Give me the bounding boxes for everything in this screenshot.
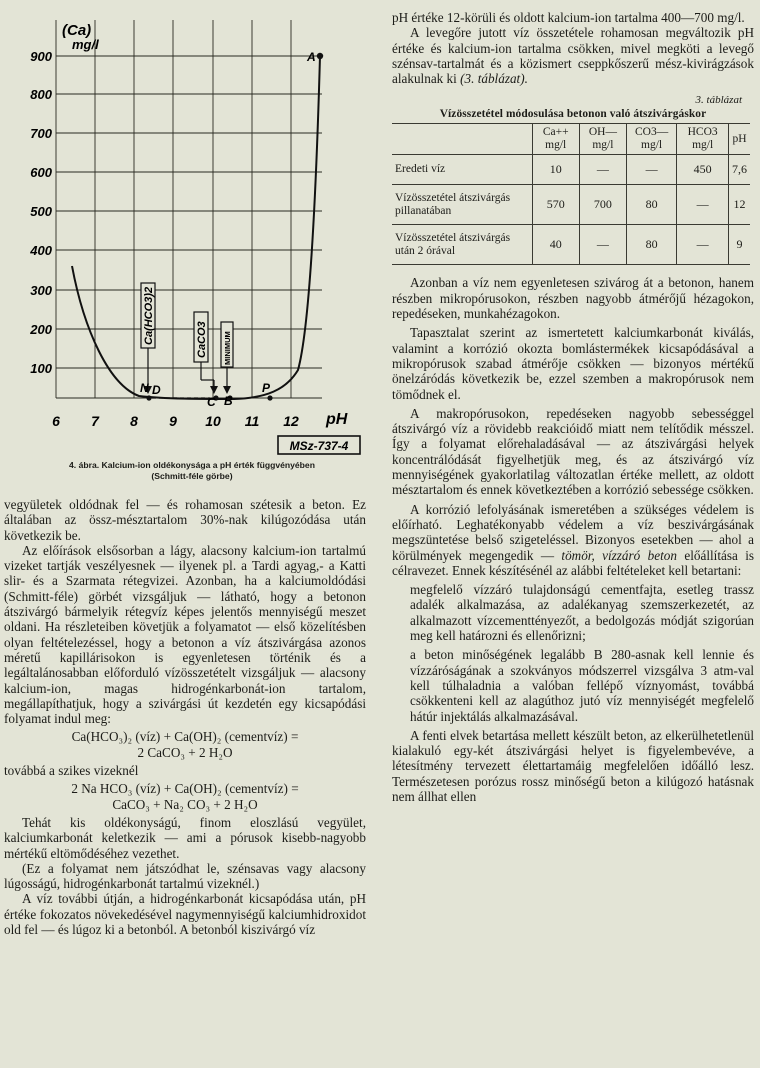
table-header-co3: CO3— mg/l: [626, 124, 676, 155]
label-caco3: CaCO3: [196, 321, 208, 358]
equation-1-line2: 2 CaCO₃ + 2 H₂O: [137, 744, 233, 760]
y-tick-600: 600: [30, 165, 52, 180]
table-cell: 10: [532, 155, 579, 185]
point-a-marker: [317, 53, 323, 59]
table-row-label: Vízösszetétel átszivárgás után 2 órával: [392, 225, 532, 265]
table-cell: 700: [579, 185, 626, 225]
point-label-b: B: [224, 394, 233, 408]
table-cell: 40: [532, 225, 579, 265]
table-cell: 7,6: [728, 155, 750, 185]
table-cell: —: [579, 225, 626, 265]
x-tick-12: 12: [283, 413, 299, 429]
table-title: Vízösszetétel módosulása betonon való átszivárgáskor: [439, 108, 707, 121]
right-paragraph-6-text: A korrózió lefolyásának ismeretében a szükséges védelem is előírható. Leghatékonyabb védelem a víz beszivárgásának megszüntetése belső szigeteléssel. Bizonyos esetekben — ahol a körülmények megengedik —: [392, 501, 754, 563]
point-label-a: A: [307, 50, 316, 64]
figure-svg: [4, 0, 366, 455]
point-label-n: N: [140, 381, 149, 395]
y-tick-labels: [29, 49, 52, 376]
x-tick-6: 6: [52, 413, 60, 429]
left-paragraph-3: továbbá a szikes vizeknél: [4, 763, 139, 779]
table-row-label: Vízösszetétel átszivárgás pillanatában: [392, 185, 532, 225]
x-tick-labels: [52, 413, 299, 429]
y-unit-ca: (Ca): [62, 22, 92, 39]
y-unit-mgl: mg/l: [72, 37, 99, 52]
right-paragraph-4: Tapasztalat szerint az ismertetett kalciumkarbonát kiválás, valamint a korrózió okozta bomlástermékek kicsapódásával a mikropórusok szabad átmérője csökken — bizonyos mértékű önelzáródás következik be, ezzel szemben a makropórusok nem tömődnek el.: [392, 325, 754, 402]
y-tick-400: 400: [30, 243, 52, 258]
left-paragraph-2: Az előírások elsősorban a lágy, alacsony kalcium-ion tartalmú vizeket tartják veszélyesnek — ilyenek pl. a Tardi agyag,- a Katti slir- és a Szarmata rétegvizei. Azonban, ha a kalciumoldódási (Schmitt-féle) görbét vizsgáljuk — látható, hogy a betonon átszivárgó bármelyik rétegvíz képes jelentős mennyiségű meszet oldani. Ha részleteiben követjük a folyamatot — első közelítésben olyan feltételezéssel, hogy a betonon a víz átszivárgása azonos méretű kapillárisokon is egyenletesen történik és a legáltalánosabban előforduló vízösszetételt vizsgáljuk — alacsony kalcium-ion, magas hidrogénkarbonát-ion tartalom, megállapíthatjuk, hogy a szivárgási út kezdetén egy kicsapódási folyamat indul meg:: [4, 542, 366, 727]
right-paragraph-3: Azonban a víz nem egyenletesen szivárog át a betonon, hanem részben mikropórusokon, részben nagyobb átmérőjű hézagokon, repedéseken, munkahézagokon.: [392, 275, 754, 322]
table-cell: 570: [532, 185, 579, 225]
point-label-d: D: [152, 383, 161, 397]
equation-1-line1: Ca(HCO₃)₂ (víz) + Ca(OH)₂ (cementvíz) =: [71, 729, 299, 745]
point-label-c: C: [207, 395, 216, 409]
table-header-row: [392, 124, 750, 155]
x-tick-10: 10: [205, 413, 221, 429]
y-tick-800: 800: [30, 87, 52, 102]
requirement-item-2: a beton minőségének legalább B 280-asnak kell lennie és vízzáróságának a szokványos módszerrel vizsgálva 3 atm-val kell túlhaladnia a valóban fellépő víznyomást, továbbá csökkenteni kell az alagúthoz jutó víz mennyiségét megfelelő hátúr injektálás alkalmazásával.: [410, 647, 754, 724]
x-tick-7: 7: [91, 413, 99, 429]
y-tick-900: 900: [30, 49, 52, 64]
left-column: [4, 0, 366, 938]
table-cell: 80: [626, 225, 676, 265]
caption-line2: (Schmitt-féle görbe): [151, 471, 233, 481]
right-paragraph-1: pH értéke 12-körüli és oldott kalcium-ion tartalma 400—700 mg/l.: [392, 10, 745, 25]
y-tick-700: 700: [30, 126, 52, 141]
table-cell: 12: [728, 185, 750, 225]
right-paragraph-6-end: előállítása is célravezet. Ennek készítésénél az alábbi feltételeket kell betartani:: [392, 547, 755, 578]
table-header-oh: OH— mg/l: [579, 124, 626, 155]
left-body-text: [4, 497, 366, 937]
point-p-marker: [267, 395, 272, 400]
requirement-item-1: megfelelő vízzáró tulajdonságú cementfajta, esetleg trassz adalék alkalmazása, az adalékanyag szemszerkezetét, az alkalmazott vízcementtényezőt, a bedolgozás módját szigorúan meg kell határozni és ellenőrizni;: [410, 582, 754, 644]
emphasis-tomor-beton: tömör, vízzáró beton: [561, 547, 677, 563]
table-cell: —: [579, 155, 626, 185]
equation-2-line1: 2 Na HCO₃ (víz) + Ca(OH)₂ (cementvíz) =: [71, 781, 299, 797]
right-paragraph-5: A makropórusokon, repedéseken nagyobb sebességgel átszivárgó víz a rövidebb reakcióidő miatt nem telítődik mésszel. Így a folyamat előrehaladásával — az átszivárgási helyek koncentrálódását figyelhetjük meg, és az átszivárgó víz mennyiségének gyakorlatilag változatlan értéke mellett, az oldott mésztartalom és ennek következtében a korrózió sebessége csökken.: [392, 405, 754, 498]
x-axis-label: pH: [326, 411, 348, 428]
right-paragraph-2-text: A levegőre jutott víz összetétele rohamosan megváltozik pH értéke és kalcium-ion tartalma csökken, mivel megköti a levegő szénsav-tartalmát és a közismert cseppkőszerű mész-kivirágzások alakulnak ki: [392, 25, 754, 87]
table-row-label: Eredeti víz: [392, 155, 532, 185]
table-row: [392, 155, 750, 185]
y-tick-500: 500: [30, 204, 52, 219]
left-paragraph-6: A víz további útján, a hidrogénkarbonát kicsapódása után, pH értéke fokozatos növekedésével nagymennyiségű kalciumhidroxidot old fel — és lúgoz ki a betonból. A betonból kiszivárgó víz: [4, 891, 366, 938]
label-minimum: MINIMUM: [223, 331, 232, 365]
y-tick-200: 200: [30, 322, 52, 337]
table-cell: 450: [677, 155, 729, 185]
table-header-ph: pH: [728, 124, 750, 155]
left-paragraph-5: (Ez a folyamat nem játszódhat le, szénsavas vagy alacsony lúgosságú, hidrogénkarbonát tartalmú vizeknél.): [4, 860, 366, 892]
table-number: 3. táblázat: [695, 94, 742, 107]
right-paragraph-7: A fenti elvek betartása mellett készült beton, az elkerülhetetlenül kialakuló egy-két átszivárgási helyet is figyelembevéve, a létesítmény tervezett élettartamáig megfelelően időálló lesz. Természetesen porózus rossz minőségű beton a kilúgozó hatásnak nem állhat ellen: [392, 727, 754, 804]
x-tick-11: 11: [244, 413, 260, 429]
table-header-empty: [392, 124, 532, 155]
equation-2: [4, 781, 366, 812]
label-cahco3: Ca(HCO3)2: [143, 286, 155, 345]
right-column: [392, 10, 754, 804]
caption-line1: 4. ábra. Kalcium-ion oldékonysága a pH érték függvényében: [69, 460, 315, 470]
x-tick-8: 8: [130, 413, 138, 429]
stamp-label: MSz-737-4: [289, 439, 349, 453]
table-row: [392, 225, 750, 265]
right-paragraph-6: [392, 502, 754, 578]
table-cell: 9: [728, 225, 750, 265]
table-row: [392, 185, 750, 225]
table-cell: —: [677, 185, 729, 225]
left-paragraph-4: Tehát kis oldékonyságú, finom eloszlású vegyület, kalciumkarbonát keletkezik — ami a pórusok kisebb-nagyobb mértékű eltömődéséhez vezethet.: [4, 814, 366, 861]
y-tick-300: 300: [30, 283, 52, 298]
composition-table: [392, 123, 750, 265]
table-cell: 80: [626, 185, 676, 225]
schmitt-curve-figure: [4, 0, 366, 455]
point-label-p: P: [262, 381, 271, 395]
x-tick-9: 9: [169, 413, 177, 429]
figure-caption: [32, 460, 352, 482]
left-paragraph-1: vegyületek oldódnak fel — és rohamosan szétesik a beton. Ez általában az össz-mésztartalom 30%-nak kilúgozódása után következik be.: [4, 497, 366, 543]
equation-2-line2: CaCO₃ + Na₂ CO₃ + 2 H₂O: [112, 796, 258, 812]
table-header-hco3: HCO3 mg/l: [677, 124, 729, 155]
table-cell: —: [626, 155, 676, 185]
point-d-marker: [146, 395, 151, 400]
figure-gridlines: [56, 20, 322, 398]
table-header-ca: Ca++ mg/l: [532, 124, 579, 155]
equation-1: [4, 729, 366, 760]
table-reference: (3. táblázat).: [460, 71, 528, 87]
right-paragraph-2: [392, 25, 754, 86]
y-tick-100: 100: [30, 361, 52, 376]
table-cell: —: [677, 225, 729, 265]
